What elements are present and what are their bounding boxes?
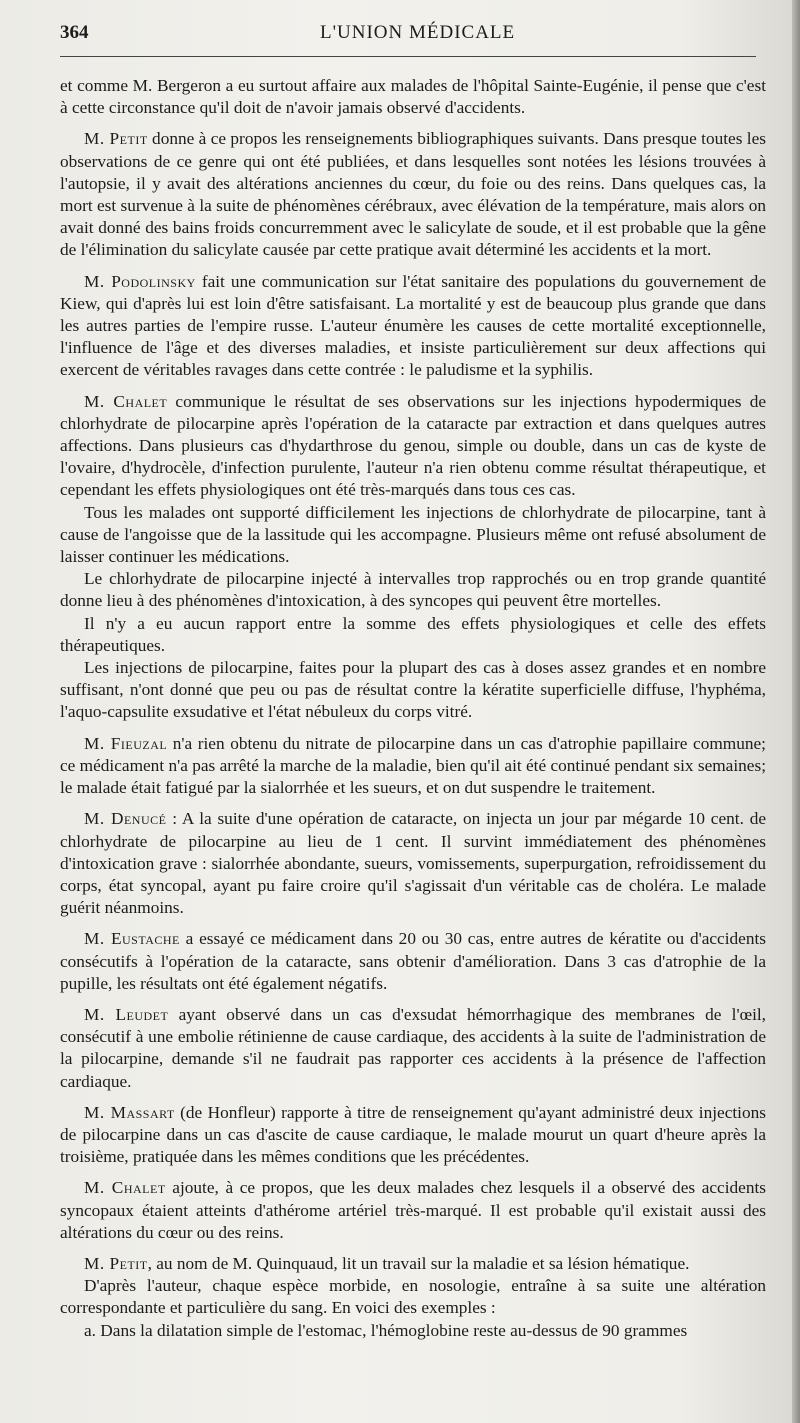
paragraph-text: : A la suite d'une opération de cataracte, on injecta un jour par mégarde 10 cent. de chlorhydrate de pilocarpine au lieu de 1 cent. Il survint immédiatement des phénomènes d'intoxication grave : sialorrhée abondante, sueurs, vomissements, superpurgation, refroidissement du corps, état syncopal, ayant pu faire croire qu'il s'agissait d'un véritable cas de choléra. Le malade guérit néanmoins. [60,809,767,918]
paragraph [60,1177,766,1244]
speaker-name: M. Leudet [84,1004,169,1024]
paragraph-text: Il n'y a eu aucun rapport entre la somme des effets physiologiques et celle des effets thérapeutiques. [60,613,766,655]
paragraph [60,1253,766,1275]
paragraph [60,1320,766,1342]
paragraph-text: , au nom de M. Quinquaud, lit un travail sur la maladie et sa lésion hématique. [147,1253,690,1273]
speaker-name: M. Fieuzal [84,733,168,753]
paragraph-text: ajoute, à ce propos, que les deux malades chez lesquels il a observé des accidents syncopaux étaient atteints d'athérome artériel très-marqué. Il est probable qu'il existait aussi des altérations du cœur ou des reins. [60,1178,767,1242]
paragraph-text: ayant observé dans un cas d'exsudat hémorrhagique des membranes de l'œil, consécutif à une embolie rétinienne de cause cardiaque, des accidents à la suite de l'administration de la pilocarpine, demande s'il ne faudrait pas rapporter ces accidents à la présence de l'affection cardiaque. [60,1004,766,1091]
page-number: 364 [60,22,89,43]
paragraph [60,1004,766,1093]
speaker-name: M. Chalet [84,1178,166,1198]
paragraph [60,613,766,657]
paragraph-text: Le chlorhydrate de pilocarpine injecté à intervalles trop rapprochés ou en trop grande quantité donne lieu à des phénomènes d'intoxication, à des syncopes qui peuvent être mortelles. [60,569,766,611]
paragraph [60,808,766,919]
page-body [60,75,766,1342]
speaker-name: M. Chalet [84,391,168,411]
book-spine-shadow [792,0,800,1423]
paragraph-text: donne à ce propos les renseignements bibliographiques suivants. Dans presque toutes les observations de ce genre qui ont été publiées, et dans lesquelles sont notées les lésions trouvées à l'autopsie, il y avait des altérations anciennes du cœur, du foie ou des reins. Dans quelques cas, la mort est survenue à la suite de phénomènes cérébraux, avec élévation de la température, mais alors on avait donné des bains froids concurremment avec le salicylate de soude, et il est probable que la gêne de l'élimination du salicylate causée par cette pratique avait déterminé les accidents et la mort. [60,129,767,260]
paragraph [60,391,766,502]
paragraph-text: Tous les malades ont supporté difficilement les injections de chlorhydrate de pilocarpine, tant à cause de l'angoisse que de la lassitude qui les accompagne. Plusieurs même ont refusé absolument de laisser continuer les médications. [60,502,766,567]
paragraph [60,75,766,119]
paragraph [60,1275,766,1319]
page-header [60,22,756,57]
paragraph-text: fait une communication sur l'état sanitaire des populations du gouvernement de Kiew, qui d'après lui est loin d'être satisfaisant. La mortalité y est de beaucoup plus grande que dans les autres parties de l'empire russe. L'auteur énumère les causes de cette mortalité exceptionnelle, l'influence de l'âge et des diverses maladies, et insiste particulièrement sur deux affections qui exercent de véritables ravages dans cette contrée : le paludisme et la syphilis. [60,271,766,380]
paragraph [60,568,766,612]
paragraph [60,928,766,995]
speaker-name: M. Petit [84,1253,148,1273]
paragraph-text: a. Dans la dilatation simple de l'estomac, l'hémoglobine reste au-dessus de 90 grammes [84,1320,688,1340]
speaker-name: M. Podolinsky [84,271,196,291]
speaker-name: M. Eustache [84,929,180,949]
paragraph-text: communique le résultat de ses observations sur les injections hypodermiques de chlorhydrate de pilocarpine après l'opération de la cataracte par extraction et dans quelques autres affections. Dans plusieurs cas d'hydarthrose du genou, simple ou double, dans un cas de kyste de l'ovaire, d'hydrocèle, d'infection purulente, l'auteur n'a rien obtenu comme résultat thérapeutique, et cependant les effets physiologiques ont été très-marqués dans tous ces cas. [60,391,766,500]
paragraph [60,1102,766,1169]
speaker-name: M. Petit [84,129,148,149]
paragraph-text: n'a rien obtenu du nitrate de pilocarpine dans un cas d'atrophie papillaire commune; ce médicament n'a pas arrêté la marche de la maladie, bien qu'il ait été continué pendant six semaines; le malade était fatigué par la sialorrhée et les sueurs, et on dut suspendre le traitement. [60,733,766,798]
speaker-name: M. Denucé [84,809,167,829]
paragraph [60,502,766,569]
paragraph-text: a essayé ce médicament dans 20 ou 30 cas, entre autres de kératite ou d'accidents consécutifs à l'opération de la cataracte, sans obtenir d'amélioration. Dans 3 cas d'atrophie de la pupille, les résultats ont été également négatifs. [60,929,767,993]
paragraph [60,128,766,261]
speaker-name: M. Massart [84,1102,175,1122]
paragraph [60,733,766,800]
paragraph [60,657,766,724]
paragraph-text: D'après l'auteur, chaque espèce morbide, en nosologie, entraîne à sa suite une altération correspondante et particulière du sang. En voici des exemples : [60,1276,766,1318]
paragraph-text: Les injections de pilocarpine, faites pour la plupart des cas à doses assez grandes et en nombre suffisant, n'ont donné que peu ou pas de résultat contre la kératite superficielle diffuse, l'hyphéma, l'aquo-capsulite exsudative et l'état nébuleux du corps vitré. [60,658,766,722]
paragraph-text: (de Honfleur) rapporte à titre de renseignement qu'ayant administré deux injections de pilocarpine dans un cas d'ascite de cause cardiaque, le malade mourut un quart d'heure après la troisième, pratiquée dans les mêmes conditions que les précédentes. [60,1102,766,1167]
paragraph [60,271,766,382]
paragraph-text: et comme M. Bergeron a eu surtout affaire aux malades de l'hôpital Sainte-Eugénie, il pense que c'est à cette circonstance qu'il doit de n'avoir jamais observé d'accidents. [60,76,766,118]
running-title: L'UNION MÉDICALE [320,22,516,43]
